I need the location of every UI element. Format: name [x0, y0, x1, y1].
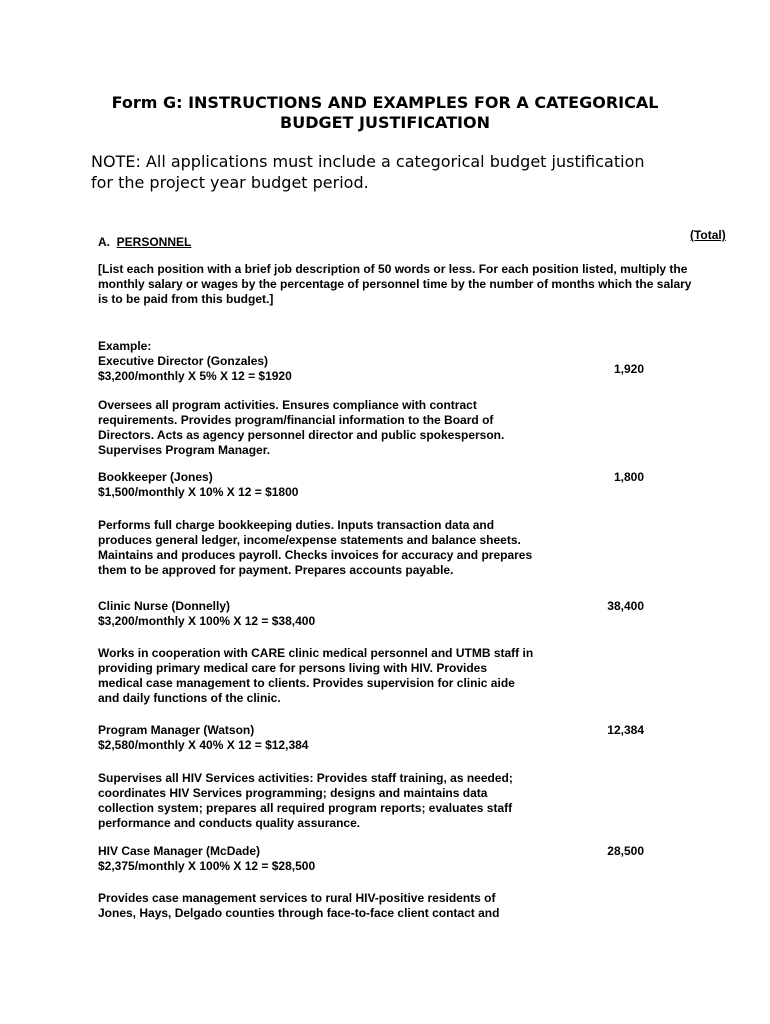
section-name: PERSONNEL: [116, 235, 192, 249]
position-amount: 38,400: [607, 599, 644, 613]
position-header: [98, 470, 298, 500]
position-title: Bookkeeper (Jones): [98, 470, 213, 484]
description-line: Maintains and produces payroll. Checks invoices for accuracy and prepares: [98, 548, 533, 562]
description-line: Oversees all program activities. Ensures compliance with contract: [98, 398, 477, 412]
description-line: medical case management to clients. Provides supervision for clinic aide: [98, 676, 515, 690]
position-calculation: $2,375/monthly X 100% X 12 = $28,500: [98, 859, 316, 873]
instructions-line: monthly salary or wages by the percentage of personnel time by the number of months which the salary: [98, 277, 692, 291]
section-letter: A.: [98, 235, 110, 249]
position-description: [98, 646, 533, 706]
note-line-2: for the project year budget period.: [91, 173, 369, 192]
description-line: coordinates HIV Services programming; designs and maintains data: [98, 786, 488, 800]
position-title: Executive Director (Gonzales): [98, 354, 269, 368]
position-title: Clinic Nurse (Donnelly): [98, 599, 231, 613]
description-line: produces general ledger, income/expense statements and balance sheets.: [98, 533, 521, 547]
description-line: requirements. Provides program/financial information to the Board of: [98, 413, 494, 427]
instructions-line: is to be paid from this budget.]: [98, 292, 274, 306]
instructions-paragraph: [98, 262, 691, 307]
position-calculation: $3,200/monthly X 100% X 12 = $38,400: [98, 614, 316, 628]
description-line: Directors. Acts as agency personnel director and public spokesperson.: [98, 428, 505, 442]
description-line: performance and conducts quality assurance.: [98, 816, 361, 830]
position-calculation: $1,500/monthly X 10% X 12 = $1800: [98, 485, 299, 499]
form-title-line-2: BUDGET JUSTIFICATION: [280, 113, 490, 132]
position-calculation: $2,580/monthly X 40% X 12 = $12,384: [98, 738, 309, 752]
total-column-label: (Total): [690, 228, 726, 242]
position-amount: 28,500: [607, 844, 644, 858]
position-description: [98, 398, 504, 458]
section-heading: [98, 235, 191, 250]
position-header: [98, 599, 315, 629]
position-description: [98, 518, 532, 578]
position-description: [98, 771, 513, 831]
description-line: them to be approved for payment. Prepares accounts payable.: [98, 563, 454, 577]
position-description: [98, 891, 499, 921]
form-title-line-1: Form G: INSTRUCTIONS AND EXAMPLES FOR A CATEGORICAL: [111, 93, 659, 112]
description-line: collection system; prepares all required program reports; evaluates staff: [98, 801, 513, 815]
position-title: Program Manager (Watson): [98, 723, 255, 737]
note-paragraph: [91, 151, 691, 193]
position-header: [98, 844, 315, 874]
instructions-line: [List each position with a brief job description of 50 words or less. For each position listed, multiply the: [98, 262, 688, 276]
description-line: Jones, Hays, Delgado counties through face-to-face client contact and: [98, 906, 500, 920]
description-line: Supervises Program Manager.: [98, 443, 271, 457]
description-line: Works in cooperation with CARE clinic medical personnel and UTMB staff in: [98, 646, 534, 660]
position-header: [98, 723, 308, 753]
position-header: [98, 354, 292, 384]
position-amount: 1,920: [613, 362, 644, 376]
description-line: providing primary medical care for persons living with HIV. Provides: [98, 661, 488, 675]
position-calculation: $3,200/monthly X 5% X 12 = $1920: [98, 369, 292, 383]
position-title: HIV Case Manager (McDade): [98, 844, 261, 858]
form-title: [60, 93, 710, 133]
description-line: Provides case management services to rural HIV-positive residents of: [98, 891, 496, 905]
description-line: Performs full charge bookkeeping duties. Inputs transaction data and: [98, 518, 495, 532]
example-label: Example:: [98, 339, 152, 353]
position-amount: 12,384: [607, 723, 644, 737]
description-line: Supervises all HIV Services activities: Provides staff training, as needed;: [98, 771, 513, 785]
note-line-1: NOTE: All applications must include a categorical budget justification: [91, 152, 645, 171]
position-amount: 1,800: [613, 470, 644, 484]
description-line: and daily functions of the clinic.: [98, 691, 281, 705]
